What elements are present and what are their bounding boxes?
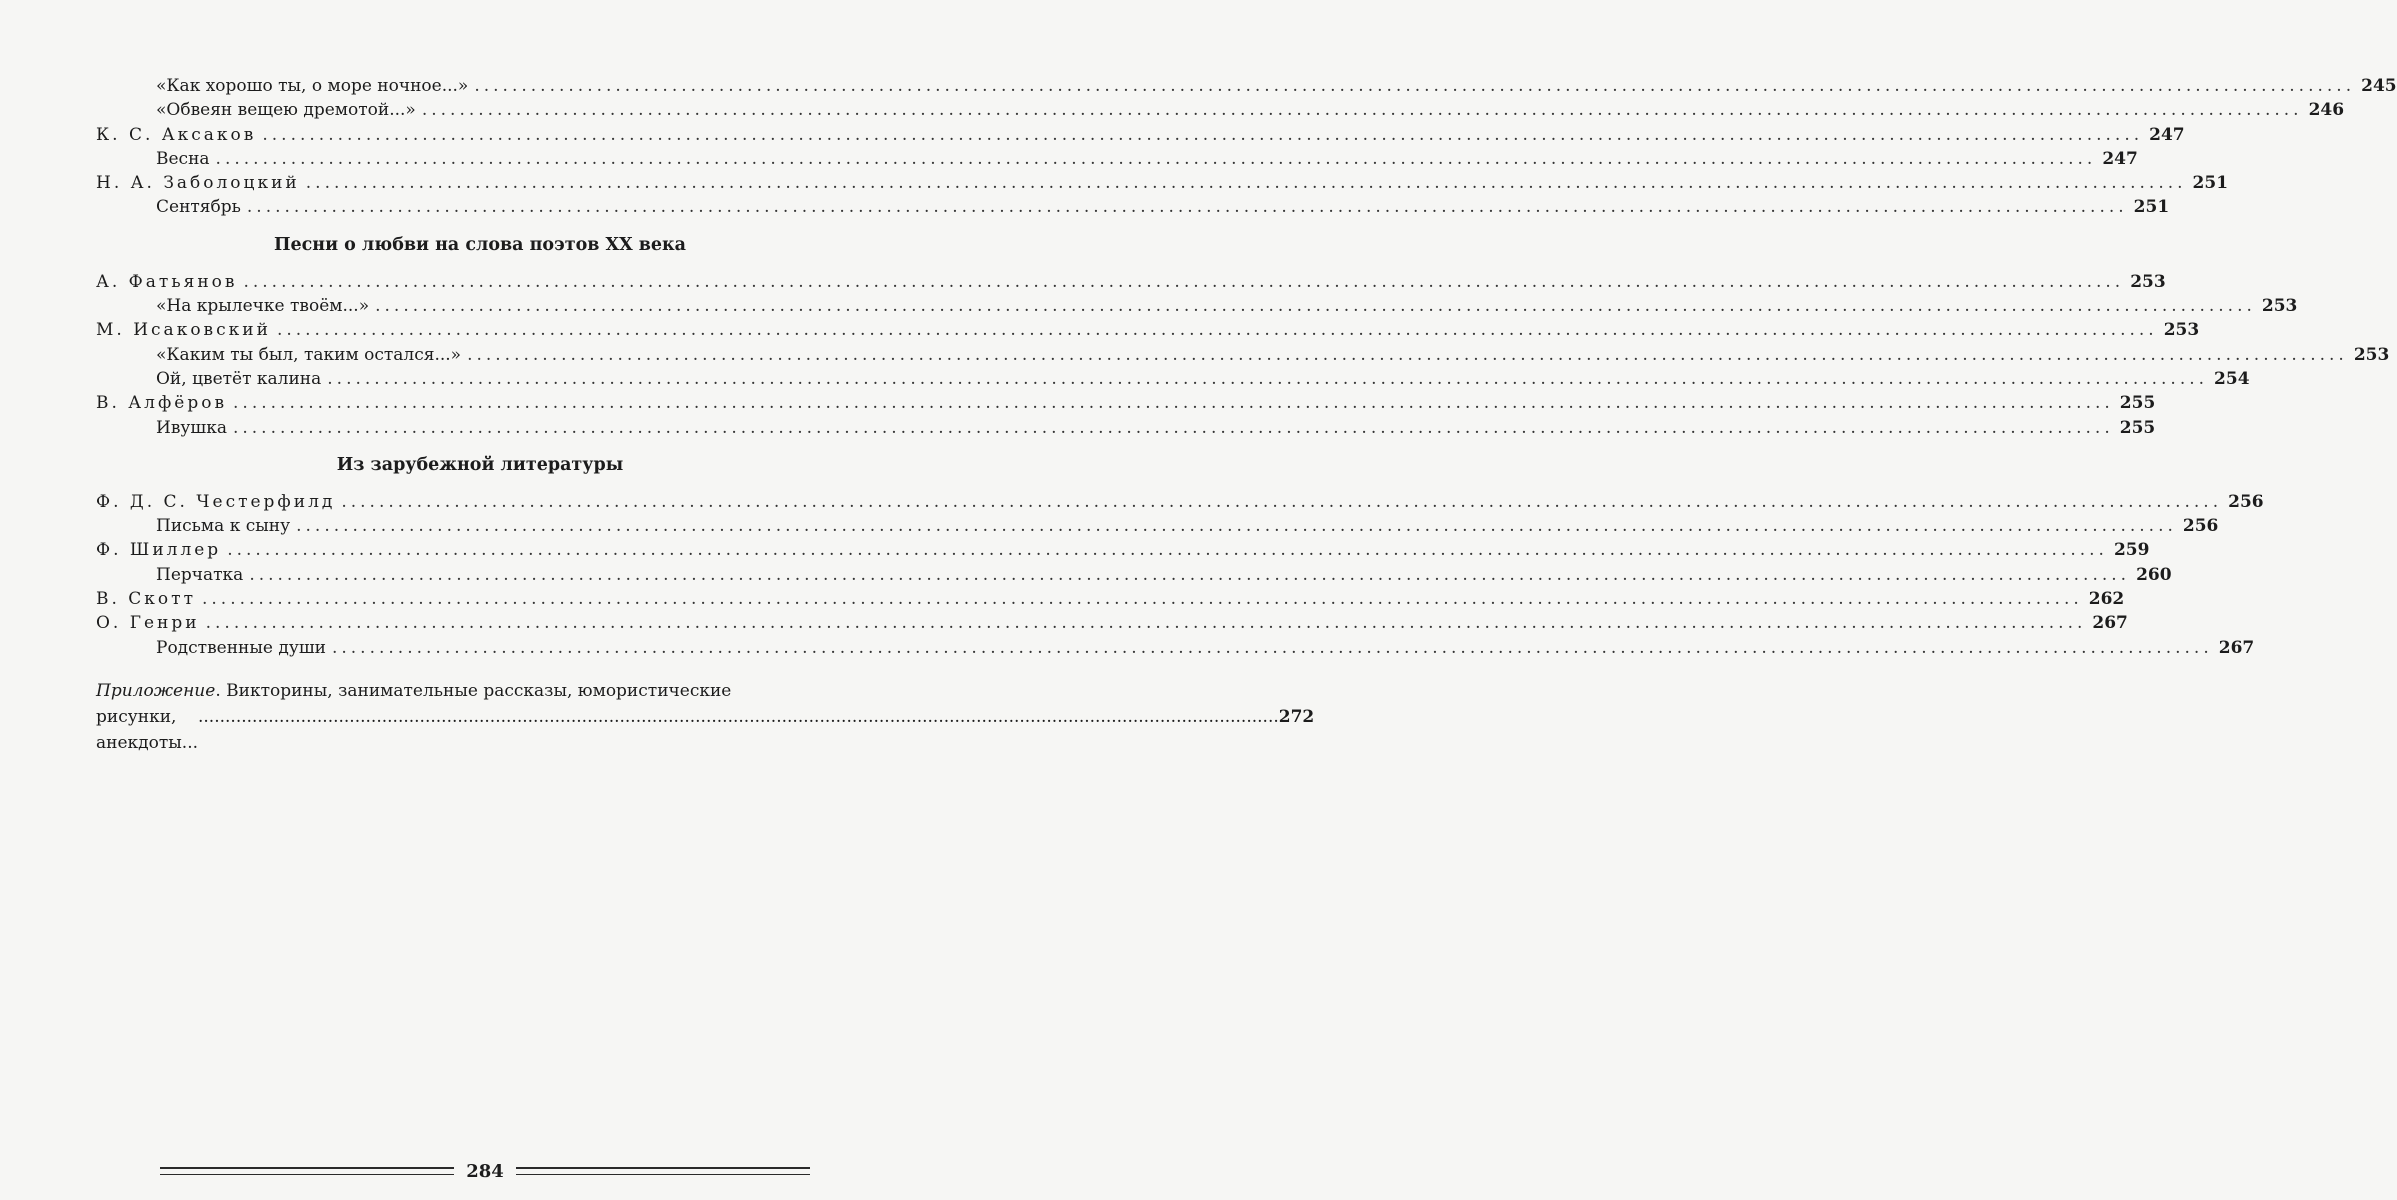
toc-author-entry <box>96 538 2150 562</box>
page-footer <box>160 1158 810 1184</box>
section-heading-foreign: Из зарубежной литературы <box>336 454 624 475</box>
entry-page-number: 245 <box>2361 76 2397 96</box>
toc-author-entry <box>96 490 2264 514</box>
leader-dots: ........................................................................................................................................................................................................ <box>474 76 2356 96</box>
leader-dots: ........................................................................................................................................................................................................ <box>262 124 2144 145</box>
leader-dots: ........................................................................................................................................................................................................ <box>327 368 2209 389</box>
entry-title: Перчатка <box>156 564 244 585</box>
leader-dots: ........................................................................................................................................................................................................ <box>215 148 2097 169</box>
entry-page-number: 255 <box>2119 417 2156 438</box>
leader-dots: ........................................................................................................................................................................................................ <box>467 344 2348 365</box>
toc-group-top <box>96 74 2397 220</box>
entry-page-number: 247 <box>2149 124 2185 145</box>
toc-work-entry <box>96 636 2255 660</box>
toc-author-entry <box>96 318 2200 342</box>
entry-title: «Как хорошо ты, о море ночное...» <box>156 76 469 96</box>
toc-work-entry <box>96 195 2170 219</box>
leader-dots: ........................................................................................................................................................................................................ <box>232 417 2114 438</box>
footer-rule-right <box>516 1167 810 1175</box>
entry-title: К. С. Аксаков <box>96 124 257 145</box>
entry-page-number: 253 <box>2261 296 2298 317</box>
entry-title: В. Алфёров <box>96 393 228 414</box>
entry-page-number: 267 <box>2218 637 2255 658</box>
entry-page-number: 260 <box>2136 564 2172 585</box>
entry-page-number: 256 <box>2228 491 2264 512</box>
entry-title: Н. А. Заболоцкий <box>96 173 300 194</box>
leader-dots: ........................................................................................................................................................................................................ <box>201 589 2083 610</box>
leader-dots: ........................................................................................................................................................................................................ <box>249 564 2131 585</box>
toc-work-entry <box>96 416 2156 440</box>
leader-dots: ........................................................................................................................................................................................................ <box>198 706 1279 727</box>
leader-dots: ........................................................................................................................................................................................................ <box>421 100 2303 121</box>
table-of-contents <box>96 74 2397 756</box>
entry-page-number: 251 <box>2192 173 2229 194</box>
toc-author-entry <box>96 587 2125 611</box>
entry-title: А. Фатьянов <box>96 271 238 292</box>
entry-title: Весна <box>156 148 210 169</box>
entry-page-number: 259 <box>2113 540 2150 561</box>
entry-page-number: 267 <box>2092 613 2128 634</box>
entry-page-number: 246 <box>2308 100 2345 121</box>
entry-title: Письма к сыну <box>156 516 291 537</box>
toc-group-love-songs <box>96 270 2390 440</box>
appendix-description: . Викторины, занимательные рассказы, юмористические <box>215 680 732 701</box>
entry-page-number: 251 <box>2133 197 2170 218</box>
toc-work-entry <box>96 98 2345 122</box>
leader-dots: ........................................................................................................................................................................................................ <box>375 296 2256 317</box>
leader-dots: ........................................................................................................................................................................................................ <box>305 173 2187 194</box>
toc-author-entry <box>96 270 2166 294</box>
entry-title: Сентябрь <box>156 197 241 218</box>
entry-page-number: 253 <box>2163 320 2200 341</box>
toc-work-entry <box>96 367 2250 391</box>
entry-title: Ф. Д. С. Честерфилд <box>96 491 336 512</box>
toc-work-entry <box>96 74 2397 98</box>
entry-title: О. Генри <box>96 613 200 634</box>
entry-page-number: 253 <box>2353 344 2390 365</box>
toc-author-entry <box>96 123 2185 147</box>
footer-rule-left <box>160 1167 454 1175</box>
leader-dots: ........................................................................................................................................................................................................ <box>233 393 2114 414</box>
appendix-line-2 <box>96 704 1315 756</box>
appendix-continuation: рисунки, анекдоты... <box>96 706 198 753</box>
leader-dots: ........................................................................................................................................................................................................ <box>276 320 2158 341</box>
section-heading-love-songs: Песни о любви на слова поэтов XX века <box>273 234 687 255</box>
toc-work-entry <box>96 563 2172 587</box>
toc-work-entry <box>96 294 2298 318</box>
entry-page-number: 247 <box>2102 148 2138 169</box>
entry-title: «На крылечке твоём...» <box>156 296 370 317</box>
leader-dots: ........................................................................................................................................................................................................ <box>243 271 2125 292</box>
toc-work-entry <box>96 147 2138 171</box>
entry-title: Ивушка <box>156 417 227 438</box>
entry-page-number: 255 <box>2119 393 2156 414</box>
entry-title: Родственные души <box>156 637 326 658</box>
entry-title: «Обвеян вещею дремотой...» <box>156 100 416 121</box>
leader-dots: ........................................................................................................................................................................................................ <box>296 516 2177 537</box>
appendix-line-1 <box>96 678 864 704</box>
toc-work-entry <box>96 343 2390 367</box>
entry-page-number: 254 <box>2214 368 2250 389</box>
toc-author-entry <box>96 171 2229 195</box>
entry-title: В. Скотт <box>96 589 196 610</box>
entry-title: Ф. Шиллер <box>96 540 222 561</box>
leader-dots: ........................................................................................................................................................................................................ <box>246 197 2128 218</box>
entry-title: М. Исаковский <box>96 320 271 341</box>
toc-work-entry <box>96 514 2219 538</box>
entry-page-number: 253 <box>2130 271 2166 292</box>
toc-author-entry <box>96 391 2156 415</box>
leader-dots: ........................................................................................................................................................................................................ <box>331 637 2213 658</box>
entry-title: Ой, цветёт калина <box>156 368 322 389</box>
leader-dots: ........................................................................................................................................................................................................ <box>341 491 2223 512</box>
appendix-entry <box>96 678 1315 756</box>
leader-dots: ........................................................................................................................................................................................................ <box>227 540 2108 561</box>
appendix-page-number: 272 <box>1278 706 1315 727</box>
entry-title: «Каким ты был, таким остался...» <box>156 344 462 365</box>
leader-dots: ........................................................................................................................................................................................................ <box>205 613 2087 634</box>
page-number: 284 <box>466 1160 504 1182</box>
toc-author-entry <box>96 611 2128 635</box>
toc-group-foreign <box>96 490 2264 660</box>
entry-page-number: 256 <box>2182 516 2219 537</box>
appendix-label: Приложение <box>96 680 216 701</box>
entry-page-number: 262 <box>2088 589 2125 610</box>
